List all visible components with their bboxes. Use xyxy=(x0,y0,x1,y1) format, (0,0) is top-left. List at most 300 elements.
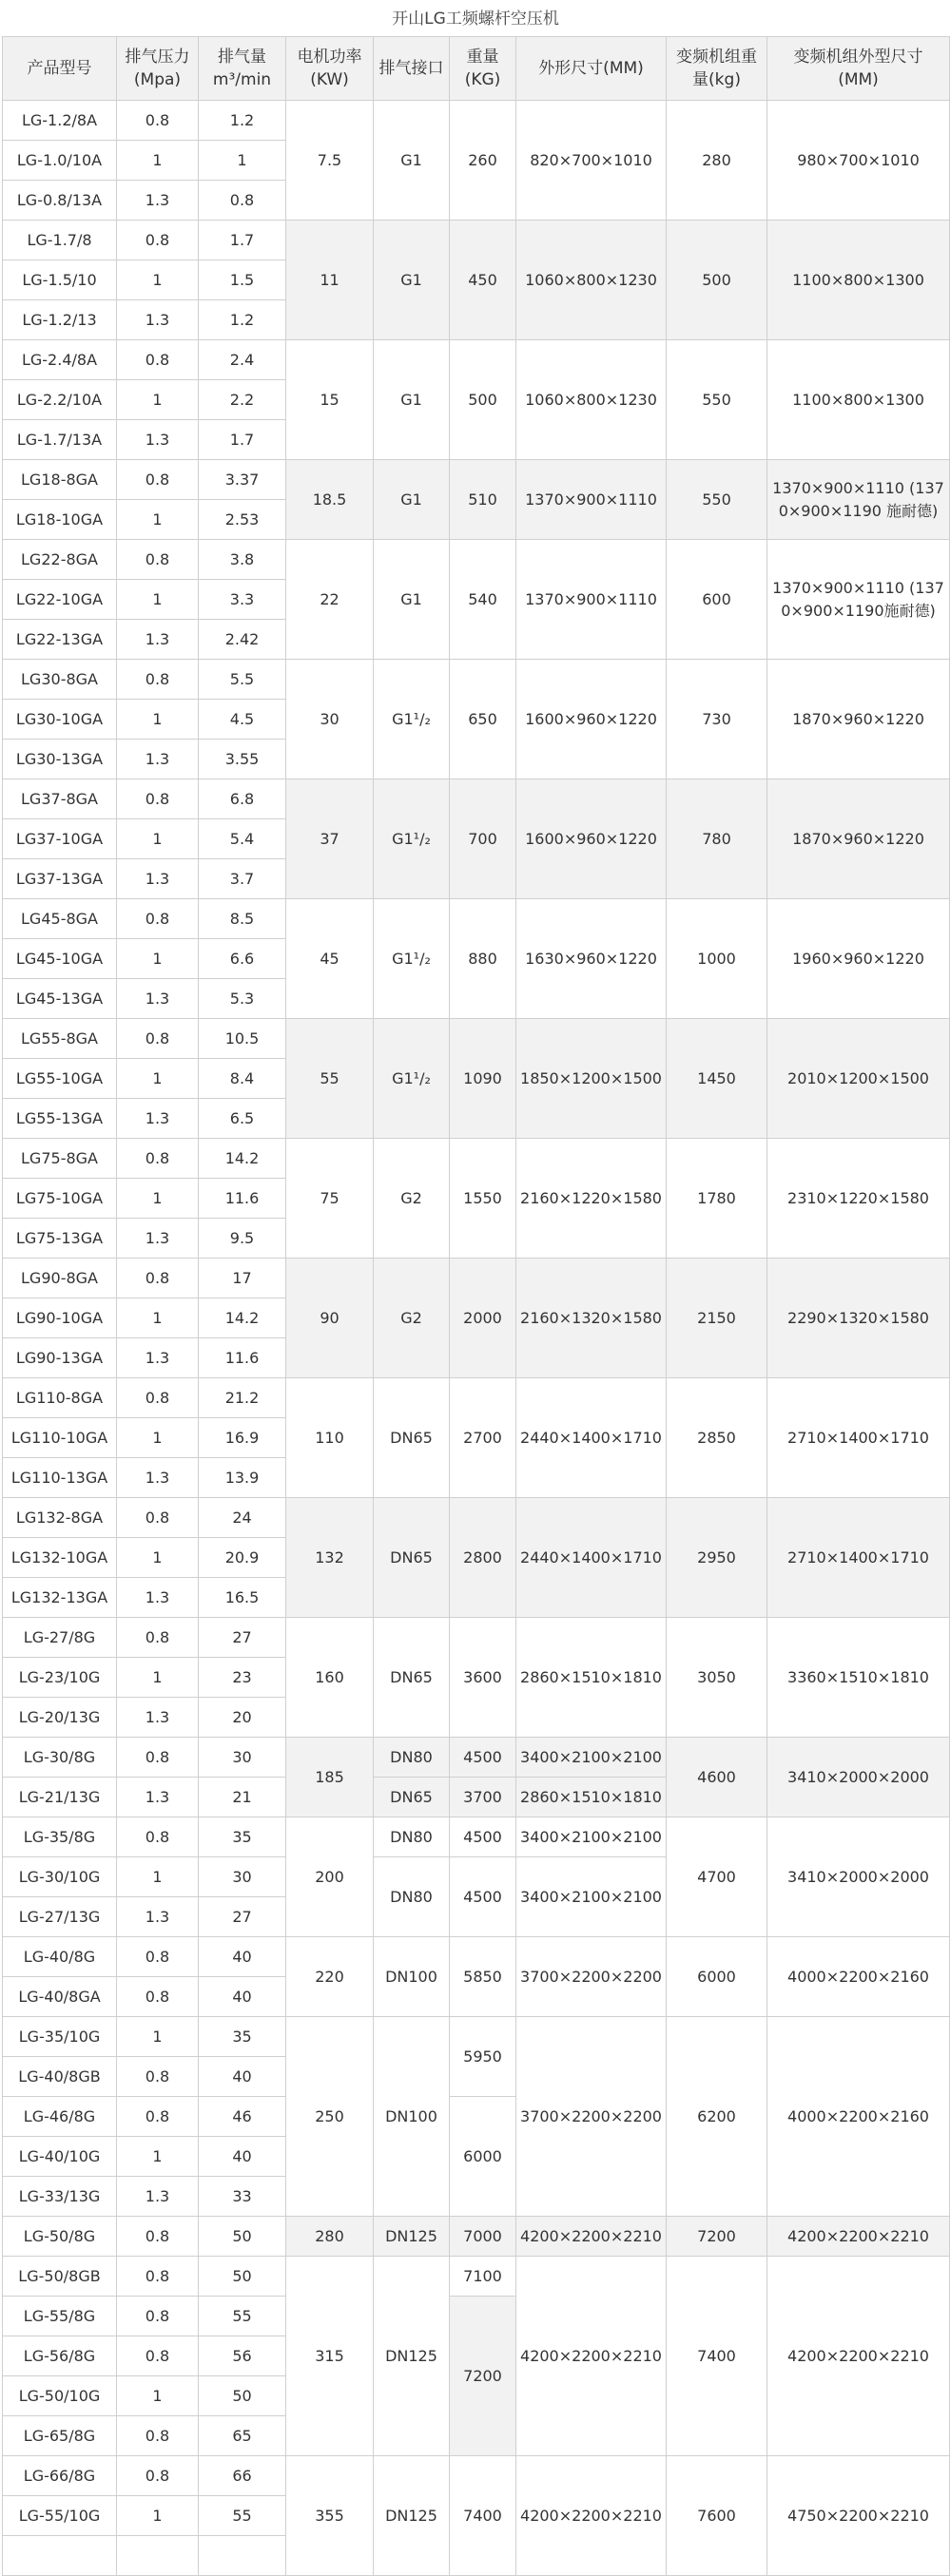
flow-cell: 8.4 xyxy=(199,1059,286,1099)
pressure-cell: 0.8 xyxy=(117,2456,199,2496)
table-row xyxy=(3,660,950,700)
port-cell: DN100 xyxy=(374,2017,450,2217)
weight-cell: 880 xyxy=(450,899,516,1019)
weight-cell: 1090 xyxy=(450,1019,516,1139)
weight-cell: 700 xyxy=(450,779,516,899)
flow-cell: 21.2 xyxy=(199,1378,286,1418)
port-cell: DN80 xyxy=(374,1738,450,1778)
weight-cell: 260 xyxy=(450,101,516,221)
table-row xyxy=(3,340,950,380)
dims-cell: 1850×1200×1500 xyxy=(516,1019,667,1139)
pressure-cell: 0.8 xyxy=(117,2057,199,2097)
power-cell: 15 xyxy=(286,340,374,460)
pressure-cell: 1 xyxy=(117,700,199,740)
pressure-cell: 0.8 xyxy=(117,2097,199,2137)
header-weight: 重量 (KG) xyxy=(450,37,516,101)
flow-cell: 2.2 xyxy=(199,380,286,420)
flow-cell: 27 xyxy=(199,1618,286,1658)
vfd-dims-cell: 2710×1400×1710 xyxy=(767,1498,950,1618)
port-cell: DN125 xyxy=(374,2217,450,2257)
pressure-cell: 1 xyxy=(117,2496,199,2536)
pressure-cell: 1.3 xyxy=(117,979,199,1019)
flow-cell: 5.5 xyxy=(199,660,286,700)
weight-cell: 2700 xyxy=(450,1378,516,1498)
power-cell: 22 xyxy=(286,540,374,660)
vfd-dims-cell: 4750×2200×2210 xyxy=(767,2456,950,2576)
flow-cell: 13.9 xyxy=(199,1458,286,1498)
spec-table-body xyxy=(3,101,950,2576)
vfd-dims-cell: 1960×960×1220 xyxy=(767,899,950,1019)
model-cell: LG-40/8G xyxy=(3,1937,117,1977)
flow-cell: 16.9 xyxy=(199,1418,286,1458)
vfd-dims-cell: 1370×900×1110 (1370×900×1190施耐德) xyxy=(767,540,950,660)
model-cell xyxy=(3,2536,117,2576)
vfd-weight-cell: 550 xyxy=(667,340,767,460)
vfd-weight-cell: 6000 xyxy=(667,1937,767,2017)
header-flow: 排气量 m³/min xyxy=(199,37,286,101)
pressure-cell: 1 xyxy=(117,1857,199,1897)
table-row xyxy=(3,2217,950,2257)
spec-table xyxy=(2,36,950,2576)
dims-cell: 3400×2100×2100 xyxy=(516,1817,667,1857)
pressure-cell: 1 xyxy=(117,819,199,859)
pressure-cell: 1.3 xyxy=(117,1778,199,1817)
dims-cell: 1370×900×1110 xyxy=(516,460,667,540)
power-cell: 45 xyxy=(286,899,374,1019)
pressure-cell: 1.3 xyxy=(117,420,199,460)
model-cell: LG37-8GA xyxy=(3,779,117,819)
table-row xyxy=(3,1817,950,1857)
flow-cell: 1.7 xyxy=(199,420,286,460)
model-cell: LG-35/8G xyxy=(3,1817,117,1857)
flow-cell: 21 xyxy=(199,1778,286,1817)
model-cell: LG-20/13G xyxy=(3,1698,117,1738)
pressure-cell: 1.3 xyxy=(117,1099,199,1139)
pressure-cell: 0.8 xyxy=(117,2416,199,2456)
flow-cell: 11.6 xyxy=(199,1179,286,1219)
weight-cell: 510 xyxy=(450,460,516,540)
model-cell: LG-0.8/13A xyxy=(3,181,117,221)
model-cell: LG-40/8GB xyxy=(3,2057,117,2097)
model-cell: LG-21/13G xyxy=(3,1778,117,1817)
table-row xyxy=(3,2257,950,2297)
pressure-cell: 0.8 xyxy=(117,779,199,819)
port-cell: DN65 xyxy=(374,1618,450,1738)
vfd-weight-cell: 780 xyxy=(667,779,767,899)
dims-cell: 2160×1220×1580 xyxy=(516,1139,667,1259)
pressure-cell: 1 xyxy=(117,1658,199,1698)
table-row xyxy=(3,1019,950,1059)
vfd-dims-cell: 980×700×1010 xyxy=(767,101,950,221)
model-cell: LG55-10GA xyxy=(3,1059,117,1099)
model-cell: LG-56/8G xyxy=(3,2336,117,2376)
flow-cell: 40 xyxy=(199,1977,286,2017)
table-row xyxy=(3,221,950,260)
weight-cell: 7200 xyxy=(450,2297,516,2456)
vfd-weight-cell: 4600 xyxy=(667,1738,767,1817)
model-cell: LG-23/10G xyxy=(3,1658,117,1698)
pressure-cell: 0.8 xyxy=(117,340,199,380)
pressure-cell: 0.8 xyxy=(117,1498,199,1538)
pressure-cell: 1 xyxy=(117,1418,199,1458)
table-row xyxy=(3,101,950,141)
power-cell: 355 xyxy=(286,2456,374,2576)
pressure-cell: 1.3 xyxy=(117,1338,199,1378)
model-cell: LG-55/10G xyxy=(3,2496,117,2536)
dims-cell: 1630×960×1220 xyxy=(516,899,667,1019)
flow-cell: 40 xyxy=(199,1937,286,1977)
model-cell: LG-1.7/13A xyxy=(3,420,117,460)
table-row xyxy=(3,1498,950,1538)
weight-cell: 1550 xyxy=(450,1139,516,1259)
table-row xyxy=(3,899,950,939)
flow-cell: 3.8 xyxy=(199,540,286,580)
pressure-cell: 1.3 xyxy=(117,1578,199,1618)
flow-cell: 50 xyxy=(199,2217,286,2257)
dims-cell: 4200×2200×2210 xyxy=(516,2217,667,2257)
model-cell: LG-40/10G xyxy=(3,2137,117,2177)
model-cell: LG-66/8G xyxy=(3,2456,117,2496)
dims-cell: 1600×960×1220 xyxy=(516,779,667,899)
dims-cell: 3700×2200×2200 xyxy=(516,2017,667,2217)
pressure-cell: 1 xyxy=(117,2376,199,2416)
vfd-dims-cell: 3410×2000×2000 xyxy=(767,1817,950,1937)
pressure-cell: 1 xyxy=(117,1298,199,1338)
pressure-cell: 0.8 xyxy=(117,1937,199,1977)
vfd-dims-cell: 4200×2200×2210 xyxy=(767,2217,950,2257)
flow-cell: 1.2 xyxy=(199,300,286,340)
pressure-cell: 0.8 xyxy=(117,1139,199,1179)
pressure-cell: 1.3 xyxy=(117,859,199,899)
port-cell: G2 xyxy=(374,1139,450,1259)
port-cell: G1¹/₂ xyxy=(374,779,450,899)
dims-cell: 1060×800×1230 xyxy=(516,340,667,460)
model-cell: LG90-8GA xyxy=(3,1259,117,1298)
model-cell: LG-27/13G xyxy=(3,1897,117,1937)
pressure-cell: 0.8 xyxy=(117,2297,199,2336)
pressure-cell: 1 xyxy=(117,500,199,540)
model-cell: LG55-8GA xyxy=(3,1019,117,1059)
model-cell: LG-30/10G xyxy=(3,1857,117,1897)
pressure-cell: 1.3 xyxy=(117,300,199,340)
model-cell: LG-50/8GB xyxy=(3,2257,117,2297)
power-cell: 30 xyxy=(286,660,374,779)
pressure-cell: 1 xyxy=(117,260,199,300)
flow-cell: 3.7 xyxy=(199,859,286,899)
pressure-cell: 1 xyxy=(117,2017,199,2057)
power-cell: 55 xyxy=(286,1019,374,1139)
flow-cell: 40 xyxy=(199,2057,286,2097)
port-cell: DN80 xyxy=(374,1817,450,1857)
flow-cell: 30 xyxy=(199,1857,286,1897)
flow-cell: 6.8 xyxy=(199,779,286,819)
vfd-dims-cell: 4200×2200×2210 xyxy=(767,2257,950,2456)
table-row xyxy=(3,1139,950,1179)
model-cell: LG-35/10G xyxy=(3,2017,117,2057)
flow-cell: 50 xyxy=(199,2257,286,2297)
weight-cell: 7100 xyxy=(450,2257,516,2297)
weight-cell: 2000 xyxy=(450,1259,516,1378)
pressure-cell: 0.8 xyxy=(117,221,199,260)
vfd-weight-cell: 7600 xyxy=(667,2456,767,2576)
table-row xyxy=(3,540,950,580)
flow-cell: 35 xyxy=(199,2017,286,2057)
dims-cell: 2860×1510×1810 xyxy=(516,1778,667,1817)
table-row xyxy=(3,2017,950,2057)
dims-cell: 1600×960×1220 xyxy=(516,660,667,779)
flow-cell: 6.6 xyxy=(199,939,286,979)
power-cell: 315 xyxy=(286,2257,374,2456)
port-cell: DN125 xyxy=(374,2257,450,2456)
model-cell: LG22-13GA xyxy=(3,620,117,660)
flow-cell: 24 xyxy=(199,1498,286,1538)
power-cell: 185 xyxy=(286,1738,374,1817)
model-cell: LG75-10GA xyxy=(3,1179,117,1219)
model-cell: LG132-8GA xyxy=(3,1498,117,1538)
model-cell: LG45-10GA xyxy=(3,939,117,979)
flow-cell: 33 xyxy=(199,2177,286,2217)
vfd-dims-cell: 2310×1220×1580 xyxy=(767,1139,950,1259)
vfd-weight-cell: 4700 xyxy=(667,1817,767,1937)
flow-cell: 56 xyxy=(199,2336,286,2376)
model-cell: LG-2.4/8A xyxy=(3,340,117,380)
vfd-dims-cell: 1870×960×1220 xyxy=(767,660,950,779)
port-cell: G1¹/₂ xyxy=(374,660,450,779)
pressure-cell: 1 xyxy=(117,1538,199,1578)
vfd-weight-cell: 7400 xyxy=(667,2257,767,2456)
model-cell: LG30-8GA xyxy=(3,660,117,700)
flow-cell: 2.53 xyxy=(199,500,286,540)
power-cell: 18.5 xyxy=(286,460,374,540)
header-port: 排气接口 xyxy=(374,37,450,101)
model-cell: LG90-13GA xyxy=(3,1338,117,1378)
power-cell: 132 xyxy=(286,1498,374,1618)
flow-cell: 6.5 xyxy=(199,1099,286,1139)
pressure-cell: 1 xyxy=(117,1059,199,1099)
pressure-cell xyxy=(117,2536,199,2576)
power-cell: 280 xyxy=(286,2217,374,2257)
dims-cell: 2440×1400×1710 xyxy=(516,1498,667,1618)
model-cell: LG110-10GA xyxy=(3,1418,117,1458)
vfd-weight-cell: 2950 xyxy=(667,1498,767,1618)
flow-cell: 23 xyxy=(199,1658,286,1698)
pressure-cell: 0.8 xyxy=(117,1738,199,1778)
flow-cell: 16.5 xyxy=(199,1578,286,1618)
weight-cell: 7400 xyxy=(450,2456,516,2576)
flow-cell: 65 xyxy=(199,2416,286,2456)
model-cell: LG-27/8G xyxy=(3,1618,117,1658)
flow-cell: 55 xyxy=(199,2297,286,2336)
table-row xyxy=(3,779,950,819)
pressure-cell: 0.8 xyxy=(117,1977,199,2017)
pressure-cell: 1.3 xyxy=(117,181,199,221)
vfd-weight-cell: 1450 xyxy=(667,1019,767,1139)
flow-cell: 46 xyxy=(199,2097,286,2137)
vfd-dims-cell: 1370×900×1110 (1370×900×1190 施耐德) xyxy=(767,460,950,540)
flow-cell: 3.55 xyxy=(199,740,286,779)
vfd-weight-cell: 730 xyxy=(667,660,767,779)
model-cell: LG30-10GA xyxy=(3,700,117,740)
weight-cell: 540 xyxy=(450,540,516,660)
flow-cell: 17 xyxy=(199,1259,286,1298)
vfd-dims-cell: 3360×1510×1810 xyxy=(767,1618,950,1738)
dims-cell: 2440×1400×1710 xyxy=(516,1378,667,1498)
vfd-dims-cell: 4000×2200×2160 xyxy=(767,1937,950,2017)
flow-cell: 11.6 xyxy=(199,1338,286,1378)
flow-cell: 4.5 xyxy=(199,700,286,740)
model-cell: LG-1.2/13 xyxy=(3,300,117,340)
model-cell: LG55-13GA xyxy=(3,1099,117,1139)
vfd-dims-cell: 4000×2200×2160 xyxy=(767,2017,950,2217)
port-cell: DN65 xyxy=(374,1378,450,1498)
model-cell: LG-46/8G xyxy=(3,2097,117,2137)
power-cell: 11 xyxy=(286,221,374,340)
vfd-weight-cell: 550 xyxy=(667,460,767,540)
weight-cell: 2800 xyxy=(450,1498,516,1618)
pressure-cell: 1.3 xyxy=(117,2177,199,2217)
pressure-cell: 0.8 xyxy=(117,540,199,580)
power-cell: 37 xyxy=(286,779,374,899)
table-row xyxy=(3,460,950,500)
table-row xyxy=(3,1259,950,1298)
vfd-dims-cell: 3410×2000×2000 xyxy=(767,1738,950,1817)
vfd-dims-cell: 1100×800×1300 xyxy=(767,340,950,460)
model-cell: LG-55/8G xyxy=(3,2297,117,2336)
weight-cell: 3600 xyxy=(450,1618,516,1738)
dims-cell: 3700×2200×2200 xyxy=(516,1937,667,2017)
flow-cell: 30 xyxy=(199,1738,286,1778)
header-dims: 外形尺寸(MM) xyxy=(516,37,667,101)
model-cell: LG-40/8GA xyxy=(3,1977,117,2017)
pressure-cell: 0.8 xyxy=(117,1817,199,1857)
pressure-cell: 1 xyxy=(117,1179,199,1219)
pressure-cell: 0.8 xyxy=(117,2217,199,2257)
port-cell: G1 xyxy=(374,101,450,221)
table-row xyxy=(3,1738,950,1778)
pressure-cell: 1.3 xyxy=(117,620,199,660)
model-cell: LG-1.2/8A xyxy=(3,101,117,141)
model-cell: LG110-8GA xyxy=(3,1378,117,1418)
table-row xyxy=(3,1378,950,1418)
power-cell: 7.5 xyxy=(286,101,374,221)
dims-cell: 4200×2200×2210 xyxy=(516,2456,667,2576)
weight-cell: 7000 xyxy=(450,2217,516,2257)
weight-cell: 500 xyxy=(450,340,516,460)
weight-cell: 650 xyxy=(450,660,516,779)
flow-cell: 1.7 xyxy=(199,221,286,260)
pressure-cell: 0.8 xyxy=(117,899,199,939)
port-cell: G1 xyxy=(374,340,450,460)
pressure-cell: 1 xyxy=(117,939,199,979)
port-cell: DN65 xyxy=(374,1498,450,1618)
dims-cell: 820×700×1010 xyxy=(516,101,667,221)
flow-cell: 27 xyxy=(199,1897,286,1937)
model-cell: LG37-13GA xyxy=(3,859,117,899)
model-cell: LG22-10GA xyxy=(3,580,117,620)
pressure-cell: 0.8 xyxy=(117,1019,199,1059)
header-power: 电机功率 (KW) xyxy=(286,37,374,101)
pressure-cell: 0.8 xyxy=(117,1378,199,1418)
port-cell: G1 xyxy=(374,460,450,540)
model-cell: LG-65/8G xyxy=(3,2416,117,2456)
pressure-cell: 0.8 xyxy=(117,460,199,500)
vfd-dims-cell: 1100×800×1300 xyxy=(767,221,950,340)
flow-cell: 2.4 xyxy=(199,340,286,380)
pressure-cell: 0.8 xyxy=(117,2336,199,2376)
power-cell: 200 xyxy=(286,1817,374,1937)
weight-cell: 6000 xyxy=(450,2097,516,2217)
flow-cell: 2.42 xyxy=(199,620,286,660)
table-row xyxy=(3,1937,950,1977)
pressure-cell: 0.8 xyxy=(117,101,199,141)
flow-cell: 1.2 xyxy=(199,101,286,141)
weight-cell: 3700 xyxy=(450,1778,516,1817)
model-cell: LG30-13GA xyxy=(3,740,117,779)
flow-cell: 1.5 xyxy=(199,260,286,300)
pressure-cell: 1.3 xyxy=(117,1698,199,1738)
model-cell: LG45-8GA xyxy=(3,899,117,939)
pressure-cell: 1.3 xyxy=(117,1219,199,1259)
flow-cell: 9.5 xyxy=(199,1219,286,1259)
model-cell: LG90-10GA xyxy=(3,1298,117,1338)
flow-cell: 1 xyxy=(199,141,286,181)
pressure-cell: 1 xyxy=(117,580,199,620)
pressure-cell: 1.3 xyxy=(117,740,199,779)
vfd-weight-cell: 7200 xyxy=(667,2217,767,2257)
port-cell: DN125 xyxy=(374,2456,450,2576)
weight-cell: 4500 xyxy=(450,1857,516,1937)
header-vfd-dims: 变频机组外型尺寸 (MM) xyxy=(767,37,950,101)
pressure-cell: 1.3 xyxy=(117,1897,199,1937)
power-cell: 110 xyxy=(286,1378,374,1498)
flow-cell: 8.5 xyxy=(199,899,286,939)
pressure-cell: 1 xyxy=(117,2137,199,2177)
model-cell: LG-2.2/10A xyxy=(3,380,117,420)
port-cell: DN65 xyxy=(374,1778,450,1817)
page-title: 开山LG工频螺杆空压机 xyxy=(392,10,559,29)
pressure-cell: 0.8 xyxy=(117,660,199,700)
header-vfd-weight: 变频机组重 量(kg) xyxy=(667,37,767,101)
vfd-weight-cell: 6200 xyxy=(667,2017,767,2217)
flow-cell: 10.5 xyxy=(199,1019,286,1059)
dims-cell: 3400×2100×2100 xyxy=(516,1857,667,1937)
model-cell: LG18-8GA xyxy=(3,460,117,500)
vfd-weight-cell: 1780 xyxy=(667,1139,767,1259)
weight-cell: 5950 xyxy=(450,2017,516,2097)
power-cell: 90 xyxy=(286,1259,374,1378)
flow-cell: 3.3 xyxy=(199,580,286,620)
weight-cell: 4500 xyxy=(450,1738,516,1778)
vfd-weight-cell: 3050 xyxy=(667,1618,767,1738)
dims-cell: 3400×2100×2100 xyxy=(516,1738,667,1778)
port-cell: DN100 xyxy=(374,1937,450,2017)
header-pressure: 排气压力 (Mpa) xyxy=(117,37,199,101)
power-cell: 160 xyxy=(286,1618,374,1738)
vfd-dims-cell: 2290×1320×1580 xyxy=(767,1259,950,1378)
flow-cell: 20 xyxy=(199,1698,286,1738)
port-cell: G1 xyxy=(374,221,450,340)
dims-cell: 4200×2200×2210 xyxy=(516,2257,667,2456)
vfd-weight-cell: 2150 xyxy=(667,1259,767,1378)
model-cell: LG-30/8G xyxy=(3,1738,117,1778)
port-cell: G1¹/₂ xyxy=(374,899,450,1019)
flow-cell: 3.37 xyxy=(199,460,286,500)
model-cell: LG-33/13G xyxy=(3,2177,117,2217)
vfd-dims-cell: 2710×1400×1710 xyxy=(767,1378,950,1498)
model-cell: LG37-10GA xyxy=(3,819,117,859)
model-cell: LG-1.0/10A xyxy=(3,141,117,181)
flow-cell: 66 xyxy=(199,2456,286,2496)
